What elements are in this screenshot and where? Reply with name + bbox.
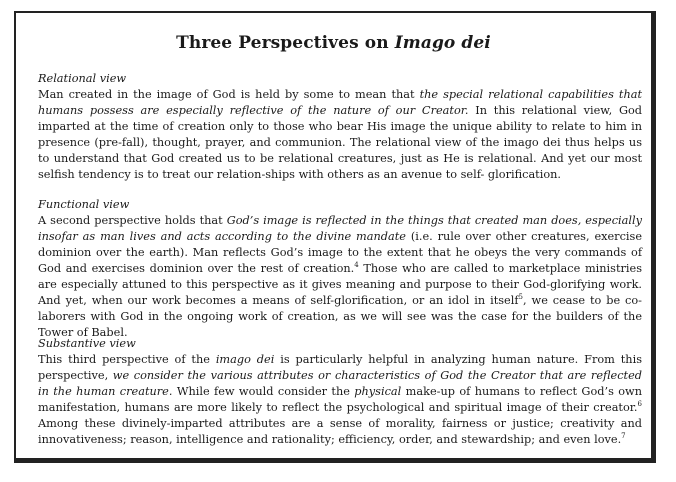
title-text: Three Perspectives on: [176, 33, 395, 53]
title-italic-text: Imago dei: [394, 33, 491, 53]
italic-span: imago dei: [215, 353, 275, 366]
text-span: In this relational view, God imparted at the time of creation only to those who bear His image the unique ability to relate to him in presence (pre-fall), thought, prayer, and communion. The relational view of the imago dei thus helps us to understand that God created us to be relational creatures, just as He is relational. And yet our most selfish tendency is to treat our relation-ships with others as an avenue to self- glorification.: [38, 104, 643, 181]
footnote-marker[interactable]: 4: [354, 261, 359, 270]
footnote-marker[interactable]: 6: [637, 400, 642, 409]
text-span: This third perspective of the: [38, 353, 216, 366]
section-relational: [38, 71, 642, 183]
italic-span: God’s image is reflected in the things that created man does, especially insofar as man lives and acts according to the divine mandate: [38, 214, 642, 243]
text-span: A second perspective holds that: [38, 214, 227, 227]
text-span: is particularly helpful in analyzing human nature. From this perspective,: [38, 353, 642, 382]
section-heading-relational: Relational view: [38, 72, 127, 85]
italic-span: the special relational capabilities that humans possess are especially reflective of the nature of our Creator.: [38, 88, 642, 117]
text-span: Man created in the image of God is held by some to mean that: [38, 88, 420, 101]
sidebar-box: [14, 11, 656, 463]
section-heading-substantive: Substantive view: [38, 337, 136, 350]
footnote-marker[interactable]: 5: [518, 293, 524, 302]
page-title: [16, 32, 651, 54]
paragraph-substantive: [38, 352, 642, 448]
paragraph-relational: [38, 87, 642, 183]
italic-span: we consider the various attributes or characteristics of God the Creator that are reflected in the human creature.: [38, 369, 643, 398]
text-span: (i.e. rule over other creatures, exercise dominion over the earth). Man reflects God’s image to the extent that he obeys the very commands of God and exercises dominion over the rest of creation.: [38, 230, 643, 275]
section-substantive: [38, 336, 642, 448]
text-span: While few would consider the: [172, 385, 355, 398]
section-heading-functional: Functional view: [38, 198, 130, 211]
text-span: , we cease to be co-laborers with God in the ongoing work of creation, as we will see was the case for the builders of the Tower of Babel.: [38, 294, 642, 339]
text-span: make-up of humans to reflect God’s own manifestation, humans are more likely to reflect the psychological and spiritual image of their creator.: [38, 385, 643, 414]
paragraph-functional: [38, 213, 642, 341]
section-functional: [38, 197, 642, 341]
text-span: Those who are called to marketplace ministries are especially attuned to this perspective as it gives meaning and purpose to their God-glorifying work. And yet, when our work becomes a means of self-glorification, or an idol in itself: [38, 262, 642, 307]
text-span: Among these divinely-imparted attributes are a sense of morality, fairness or justice; creativity and innovativeness; reason, intelligence and rationality; efficiency, order, and stewardship; and even love.: [38, 417, 642, 446]
footnote-marker[interactable]: 7: [621, 432, 626, 441]
italic-span: physical: [354, 385, 402, 398]
